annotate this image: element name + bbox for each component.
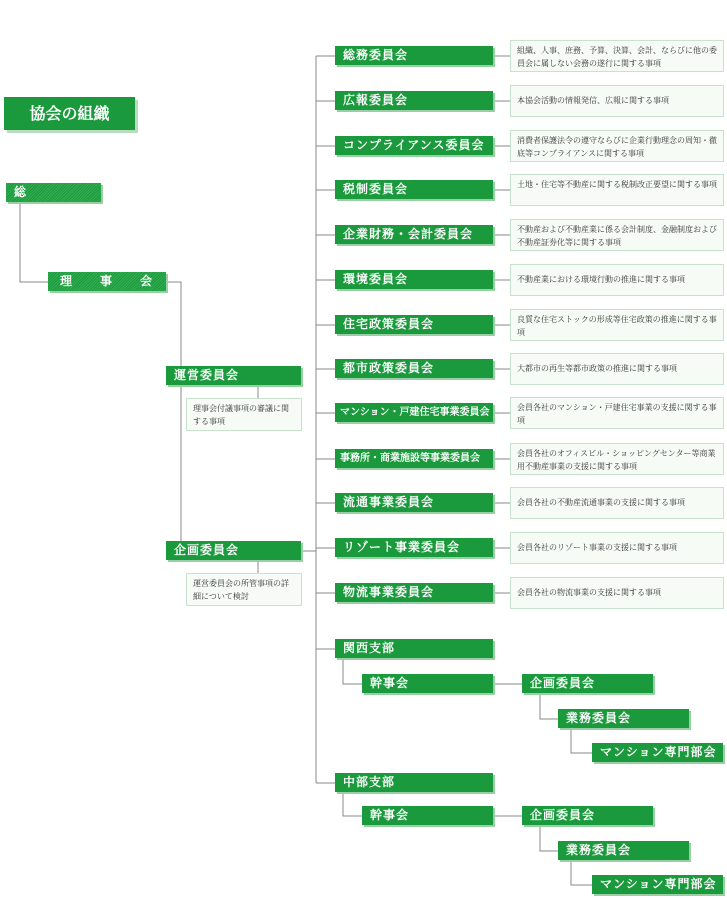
committee-box: 物流事業委員会 xyxy=(335,583,493,602)
connector-kansai-business xyxy=(540,694,558,719)
committee-box: 事務所・商業施設等事業委員会 xyxy=(335,449,493,468)
connector-chubu-condo xyxy=(571,861,592,885)
kansai-condo-box: マンション専門部会 xyxy=(592,743,723,762)
committee-desc: 会員各社の物流事業の支援に関する事項 xyxy=(510,577,724,609)
committee-box: コンプライアンス委員会 xyxy=(335,136,493,155)
board-box: 理 事 会 xyxy=(48,272,166,291)
connector-committee-desc xyxy=(493,56,510,593)
chubu-condo-box: マンション専門部会 xyxy=(592,875,723,894)
committee-box: リゾート事業委員会 xyxy=(335,538,493,557)
committee-box: 住宅政策委員会 xyxy=(335,315,493,334)
connector-board-trunk xyxy=(166,282,181,551)
committee-desc: 良質な住宅ストックの形成等住宅政策の推進に関する事項 xyxy=(510,309,724,341)
connector-kansai-condo xyxy=(571,729,592,753)
management-committee-desc: 理事会付議事項の審議に関する事項 xyxy=(186,398,302,431)
planning-committee-box: 企画委員会 xyxy=(166,541,301,560)
committee-box: 都市政策委員会 xyxy=(335,359,493,378)
branch-box-kansai: 関西支部 xyxy=(335,639,493,658)
connector-general-board xyxy=(20,202,48,282)
committee-desc: 会員各社のリゾート事業の支援に関する事項 xyxy=(510,532,724,564)
chubu-secretariat-box: 幹事会 xyxy=(362,806,493,825)
committee-box: 広報委員会 xyxy=(335,91,493,110)
branch-box-chubu: 中部支部 xyxy=(335,773,493,792)
committee-desc: 本協会活動の情報発信、広報に関する事項 xyxy=(510,85,724,117)
committee-box: 企業財務・会計委員会 xyxy=(335,225,493,244)
management-committee-box: 運営委員会 xyxy=(166,366,301,385)
committee-desc: 土地・住宅等不動産に関する税制改正要望に関する事項 xyxy=(510,174,724,206)
kansai-business-box: 業務委員会 xyxy=(558,709,689,728)
committee-desc: 会員各社のオフィスビル・ショッピングセンター等商業用不動産事業の支援に関する事項 xyxy=(510,443,724,475)
chubu-business-box: 業務委員会 xyxy=(558,841,689,860)
connector-chubu-secretariat xyxy=(343,793,362,816)
committee-desc: 大都市の再生等都市政策の推進に関する事項 xyxy=(510,353,724,385)
committee-desc: 消費者保護法令の遵守ならびに企業行動理念の周知・徹底等コンプライアンスに関する事項 xyxy=(510,130,724,162)
connector-kansai-secretariat xyxy=(343,659,362,684)
planning-committee-desc: 運営委員会の所管事項の詳細について検討 xyxy=(186,573,302,606)
committee-box: 総務委員会 xyxy=(335,46,493,65)
chubu-planning-box: 企画委員会 xyxy=(522,806,653,825)
committee-desc: 会員各社のマンション・戸建住宅事業の支援に関する事項 xyxy=(510,397,724,429)
kansai-secretariat-box: 幹事会 xyxy=(362,674,493,693)
committee-desc: 組織、人事、庶務、予算、決算、会計、ならびに他の委員会に属しない会務の遂行に関する事項 xyxy=(510,40,724,72)
committee-box: 環境委員会 xyxy=(335,270,493,289)
committee-box: 流通事業委員会 xyxy=(335,493,493,512)
committee-desc: 不動産業における環境行動の推進に関する事項 xyxy=(510,264,724,296)
committee-box: マンション・戸建住宅事業委員会 xyxy=(335,403,493,422)
committee-desc: 会員各社の不動産流通事業の支援に関する事項 xyxy=(510,487,724,519)
connector-committee-branches xyxy=(316,56,335,783)
committee-box: 税制委員会 xyxy=(335,180,493,199)
general-meeting-box: 総 会 xyxy=(6,183,101,202)
connector-chubu-business xyxy=(540,826,558,851)
kansai-planning-box: 企画委員会 xyxy=(522,674,653,693)
committee-desc: 不動産および不動産業に係る会計制度、金融制度および不動産証券化等に関する事項 xyxy=(510,219,724,251)
page-title: 協会の組織 xyxy=(4,97,135,130)
